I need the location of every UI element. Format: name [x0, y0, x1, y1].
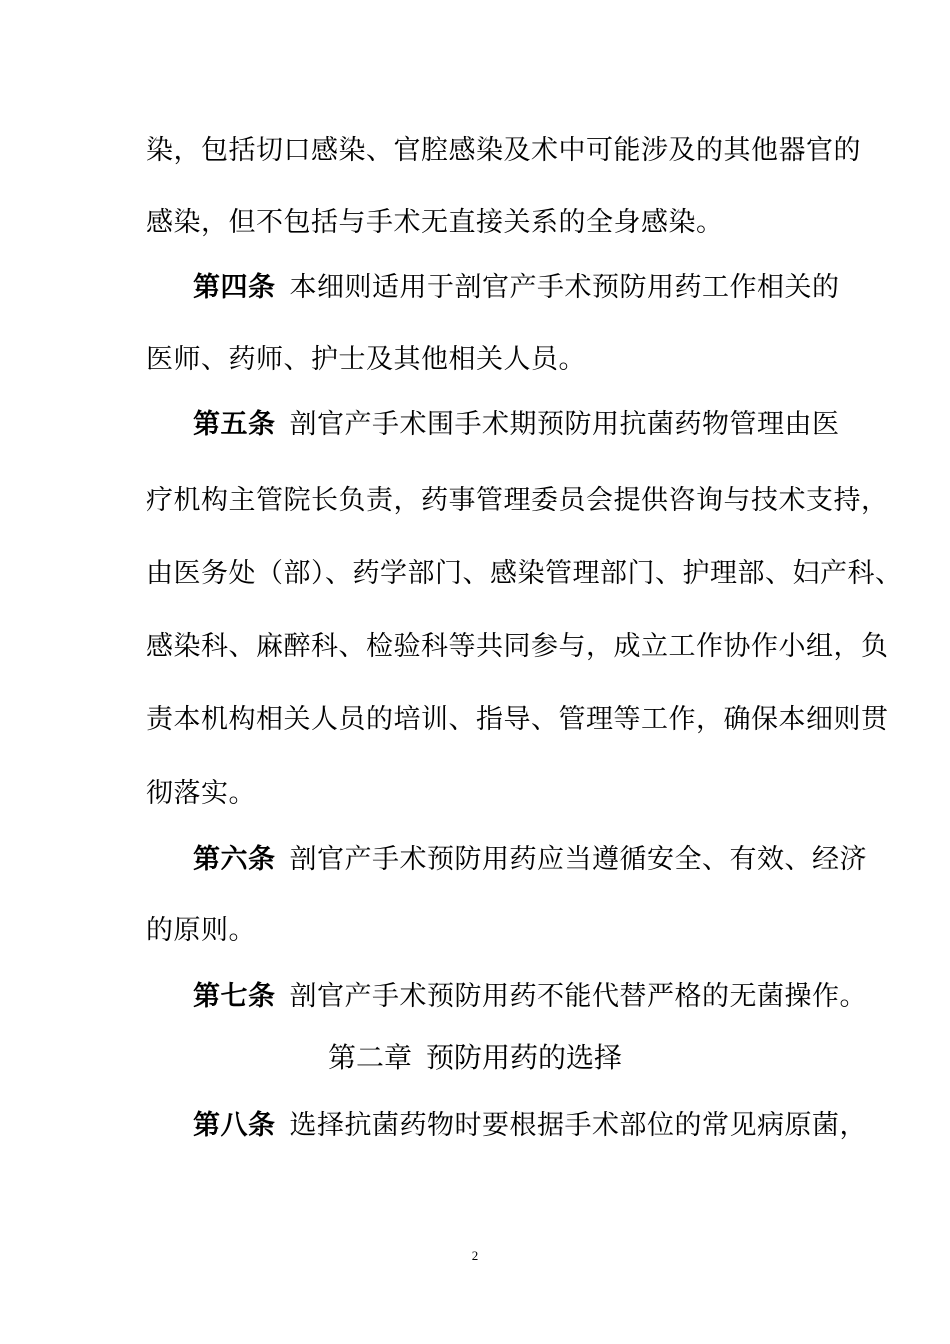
article-label: 第六条	[193, 844, 276, 875]
text-line: 医师、药师、护士及其他相关人员。	[146, 344, 586, 375]
text-line: 由医务处（部）、药学部门、感染管理部门、护理部、妇产科、	[146, 558, 903, 589]
text-line: 剖官产手术围手术期预防用抗菌药物管理由医	[289, 409, 840, 440]
article-label: 第四条	[193, 272, 276, 303]
chapter-heading	[0, 1040, 950, 1076]
page-number: 2	[471, 1248, 479, 1263]
text-line: 剖官产手术预防用药不能代替严格的无菌操作。	[289, 981, 867, 1012]
article-4-line	[193, 271, 858, 305]
article-label: 第七条	[193, 981, 276, 1012]
text-line: 感染，但不包括与手术无直接关系的全身感染。	[146, 207, 724, 238]
text-line: 选择抗菌药物时要根据手术部位的常见病原菌，	[289, 1110, 867, 1141]
article-5-line	[193, 408, 858, 442]
text-line: 疗机构主管院长负责，药事管理委员会提供咨询与技术支持，	[146, 485, 889, 516]
text-line: 剖官产手术预防用药应当遵循安全、有效、经济	[289, 844, 867, 875]
article-6-line	[193, 843, 867, 877]
text-line: 染，包括切口感染、官腔感染及术中可能涉及的其他器官的	[146, 135, 861, 166]
text-line: 本细则适用于剖官产手术预防用药工作相关的	[289, 272, 840, 303]
chapter-number: 第二章	[327, 1041, 412, 1074]
text-line: 的原则。	[146, 915, 256, 946]
article-label: 第八条	[193, 1110, 276, 1141]
text-line: 彻落实。	[146, 778, 256, 809]
article-7-line	[193, 980, 867, 1014]
article-label: 第五条	[193, 409, 276, 440]
chapter-title: 预防用药的选择	[426, 1041, 623, 1074]
text-line: 感染科、麻醉科、检验科等共同参与，成立工作协作小组，负	[146, 631, 889, 662]
article-8-line	[193, 1109, 867, 1143]
text-line: 责本机构相关人员的培训、指导、管理等工作，确保本细则贯	[146, 704, 889, 735]
